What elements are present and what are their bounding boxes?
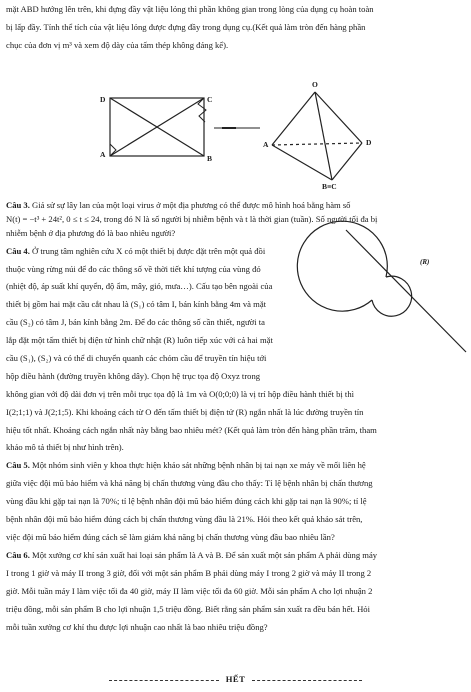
question-6-text-3: giờ. Mỗi tuần máy I làm việc tối đa 40 giờ, máy II làm việc tối đa 60 giờ. Mỗi sản phẩm A cho lợi nhuận 2 bbox=[6, 586, 373, 596]
question-4-text-10: I(2;1;1) và J(2;1;5). Khi khoảng cách từ O đến tấm thiết bị điện tử (R) ngắn nhất là lúc đường truyền tín bbox=[6, 407, 364, 417]
question-5-text-3: vùng đầu khi gặp tai nạn là 70%; tỉ lệ bệnh nhân đội mũ bảo hiểm đúng cách khi gặp tai nạn là 90%; tỉ lệ bbox=[6, 496, 367, 506]
small-sphere-outline bbox=[372, 276, 412, 316]
question-4-text-7: cầu (S₁), (S₂) và có thể di chuyển quanh các chỏm cầu để truyền tín hiệu tới bbox=[6, 353, 267, 363]
question-5-line-1 bbox=[6, 458, 366, 472]
tangent-plane-line bbox=[346, 230, 466, 352]
question-6-label: Câu 6. bbox=[6, 550, 30, 560]
label-c-rect: C bbox=[207, 95, 213, 104]
large-sphere-outline bbox=[297, 221, 387, 311]
question-3-text-2: N(t) = −t³ + 24t², 0 ≤ t ≤ 24, trong đó N là số người bị nhiễm bệnh và t là thời gian (tuần). Số người tối đa bị bbox=[6, 214, 378, 224]
end-text: HẾT bbox=[225, 674, 246, 684]
question-3-text-3: nhiễm bệnh ở địa phương đó là bao nhiêu người? bbox=[6, 228, 176, 238]
question-5-text-5: việc đội mũ bảo hiểm đúng cách sẽ làm giảm khả năng bị chấn thương vùng đầu bao nhiêu lần? bbox=[6, 532, 335, 542]
label-d-pyramid: D bbox=[366, 138, 372, 147]
question-4-text-9: không gian với độ dài đơn vị trên mỗi trục tọa độ là 1m và O(0;0;0) là vị trí hộp điều hành thiết bị thì bbox=[6, 389, 355, 399]
question-5-text-2: giữa việc đội mũ bảo hiểm và khả năng bị chấn thương vùng đầu cho thấy: Tỉ lệ bệnh nhân bị chấn thương bbox=[6, 478, 373, 488]
question-4-text-5: cầu (S₂) có tâm J, bán kính bằng 2m. Để đo các thông số cần thiết, người ta bbox=[6, 317, 265, 327]
end-dash-left bbox=[109, 680, 219, 681]
label-o-pyramid: O bbox=[312, 80, 318, 89]
question-4-text-8: hộp điều hành (đường truyền không dây). Chọn hệ trục tọa độ Oxyz trong bbox=[6, 371, 261, 381]
label-b-rect: B bbox=[207, 154, 213, 163]
label-r-plane: (R) bbox=[420, 258, 430, 266]
question-4-label: Câu 4. bbox=[6, 246, 30, 256]
question-6-text-2: I trong 1 giờ và máy II trong 3 giờ, đối với một sản phẩm B phải dùng máy I trong 2 giờ và máy II trong 2 bbox=[6, 568, 372, 578]
intro-line-1: mặt ABD hướng lên trên, khi đựng đầy vật liệu lỏng thì phần không gian trong lòng của dụng cụ hoàn toàn bbox=[6, 4, 374, 14]
intro-line-2: bị lấp đầy. Tính thể tích của vật liệu lỏng được đựng đầy trong dụng cụ.(Kết quả làm tròn đến hàng phần bbox=[6, 22, 366, 32]
question-3-label: Câu 3. bbox=[6, 200, 30, 210]
question-3-text-1: Giả sử sự lây lan của một loại virus ở một địa phương có thể được mô hình hoá bằng hàm số bbox=[32, 200, 351, 210]
question-6-line-1 bbox=[6, 548, 377, 562]
label-d-rect: D bbox=[100, 95, 106, 104]
question-4-text-3: (nhiệt độ, áp suất khí quyển, độ ẩm, mây, gió, mưa…). Cấu tạo bên ngoài của bbox=[6, 281, 273, 291]
question-4-text-1: Ở trung tâm nghiên cứu X có một thiết bị được đặt trên một quả đồi bbox=[32, 246, 266, 256]
question-6-text-4: triệu đồng, mỗi sản phẩm B cho lợi nhuận 1,5 triệu đồng. Biết rằng sản phẩm sản xuất ra đều bán hết. Hỏi bbox=[6, 604, 370, 614]
question-4-text-2: thuộc vùng rừng núi để đo các thông số về thời tiết khí tượng của vùng đó bbox=[6, 264, 261, 274]
question-4-text-11: hiệu tốt nhất. Khoảng cách ngắn nhất này bằng bao nhiêu mét? (Kết quả làm tròn đến hàng phần trăm, tham bbox=[6, 425, 377, 435]
question-6-text-5: mỗi tuần xưởng cơ khí thu được lợi nhuận cao nhất là bao nhiêu triệu đồng? bbox=[6, 622, 268, 632]
question-4-text-4: thiết bị gồm hai mặt cầu cắt nhau là (S₁) có tâm I, bán kính bằng 4m và mặt bbox=[6, 299, 267, 309]
intro-line-3: chục của đơn vị m³ và xem độ dày của tấm thép không đáng kể). bbox=[6, 40, 229, 50]
end-dash-right bbox=[252, 680, 362, 681]
label-a-rect: A bbox=[100, 150, 106, 159]
question-4-text-6: lắp đặt một tấm thiết bị điện tử hình chữ nhật (R) luôn tiếp xúc với cả hai mặt bbox=[6, 335, 273, 345]
question-4-text-12: khảo mô tả thiết bị như hình trên). bbox=[6, 442, 124, 452]
label-bc-pyramid: B≡C bbox=[322, 182, 337, 191]
label-a-pyramid: A bbox=[263, 140, 269, 149]
question-5-text-1: Một nhóm sinh viên y khoa thực hiện khảo sát những bệnh nhân bị tai nạn xe máy về mối liên hệ bbox=[32, 460, 366, 470]
end-marker bbox=[0, 674, 471, 684]
question-5-text-4: bệnh nhân đội mũ bảo hiểm đúng cách bị chấn thương vùng đầu là 21%. Hỏi theo kết quả khảo sát trên, bbox=[6, 514, 363, 524]
question-5-label: Câu 5. bbox=[6, 460, 30, 470]
question-6-text-1: Một xưởng cơ khí sản xuất hai loại sản phẩm là A và B. Để sản xuất một sản phẩm A phải dùng máy bbox=[32, 550, 378, 560]
